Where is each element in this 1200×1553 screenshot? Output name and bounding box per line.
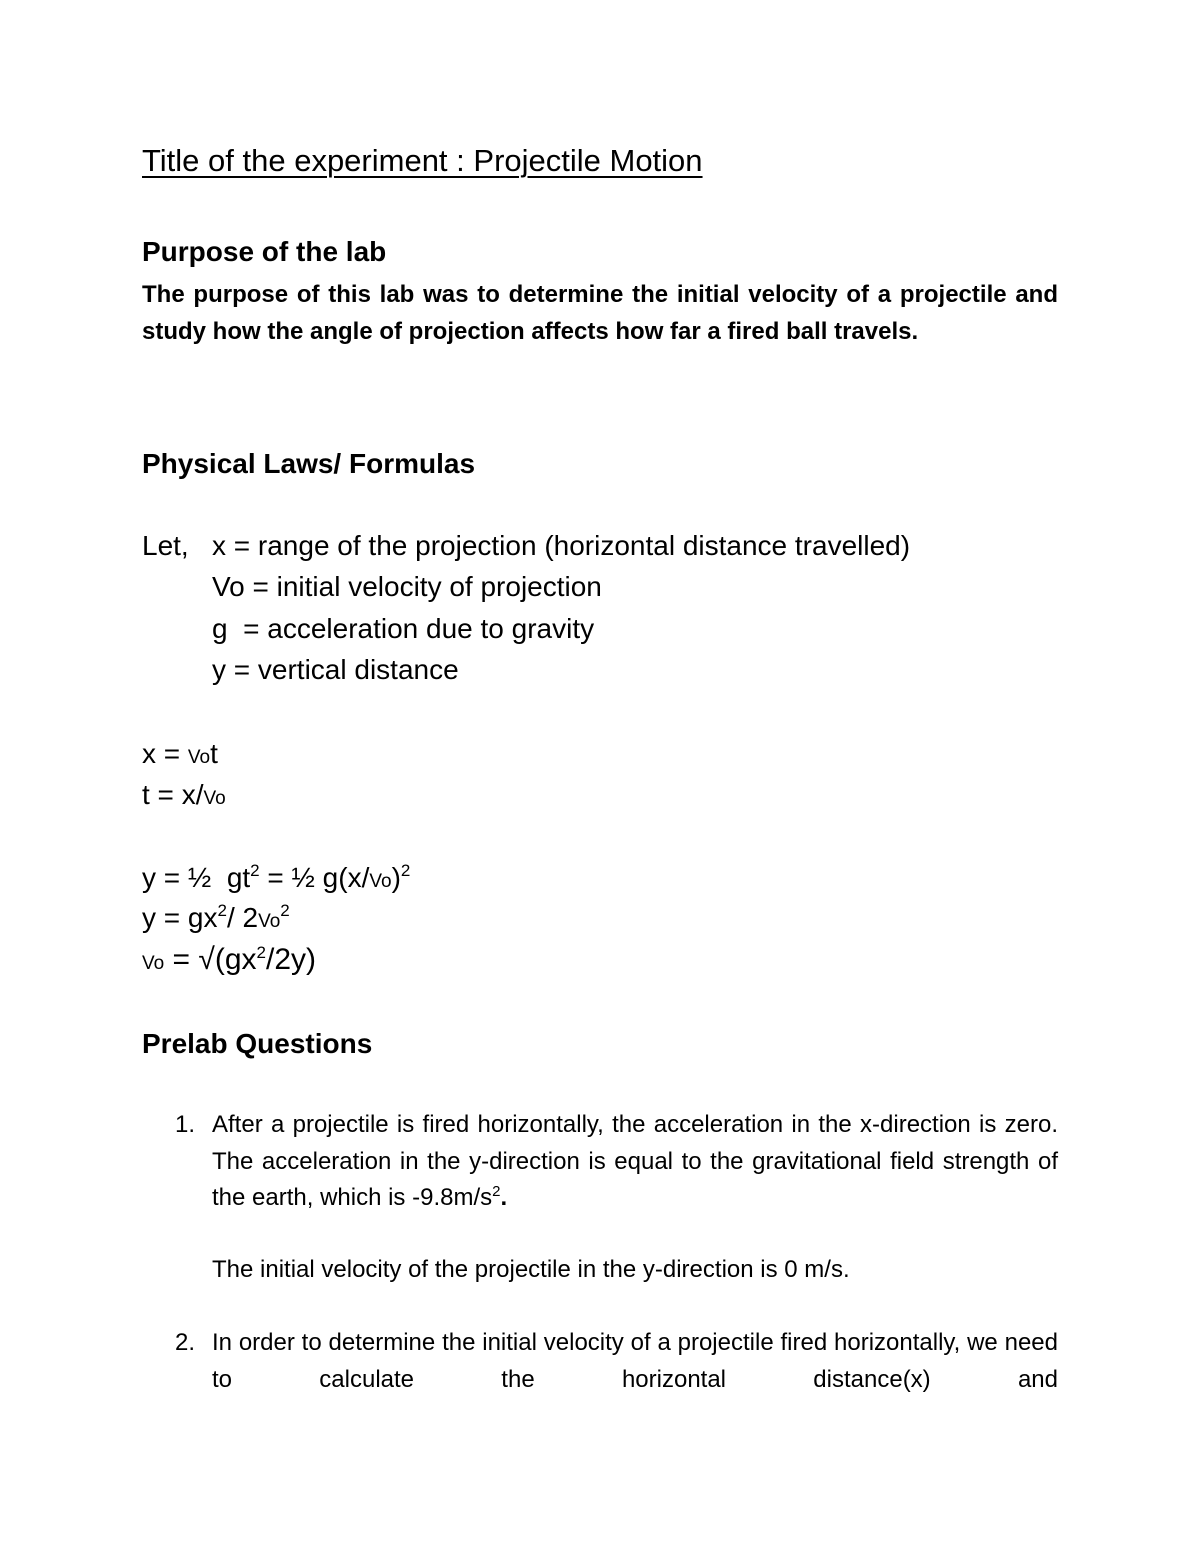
formula-x-equals-vot: x = Vot	[142, 738, 218, 769]
question-2-answer: In order to determine the initial velocity of a projectile fired horizontally, we need to calculate the horizontal distance(x) and	[212, 1329, 1058, 1393]
question-2-number: 2.	[175, 1329, 196, 1356]
page-title: Title of the experiment : Projectile Motion	[142, 143, 703, 178]
formula-y-gx2: $y = gx^2/$ 2Vo$^2$	[142, 901, 290, 933]
definition-x: x = range of the projection (horizontal distance travelled)	[212, 530, 911, 561]
laws-heading: Physical Laws/ Formulas	[142, 448, 476, 479]
question-1-part-b: The acceleration in the y-direction is equal to the gravitational field strength of the earth, which is -9.8m/s	[212, 1147, 1058, 1211]
let-label: Let,	[142, 530, 189, 561]
definition-g: g = acceleration due to gravity	[212, 613, 595, 644]
definition-y: y = vertical distance	[212, 654, 459, 685]
formula-y-half-gt2: y = ½ $gt^2$ = ½ $g(x/Vo)^2$	[142, 861, 411, 893]
purpose-heading: Purpose of the lab	[142, 236, 387, 267]
question-1-number: 1.	[175, 1111, 196, 1138]
definition-vo: Vo = initial velocity of projection	[212, 571, 602, 602]
formula-vo-sqrt: $Vo = √(gx^2/2y)$	[142, 943, 317, 976]
question-1-answer: After a projectile is fired horizontally, the acceleration in the x-direction is zero. The acceleration in the y-direction is equal to the gravitational field strength of the earth, which is $-9.8m/s^2$.	[212, 1111, 1058, 1211]
prelab-heading: Prelab Questions	[142, 1028, 373, 1059]
question-1-followup: The initial velocity of the projectile in the y-direction is 0 m/s.	[212, 1256, 850, 1283]
purpose-text: The purpose of this lab was to determine the initial velocity of a projectile and study how the angle of projection affects how far a fired ball travels.	[142, 281, 1058, 345]
formula-t-equals: t = x/Vo	[142, 779, 226, 810]
question-1-part-a: After a projectile is fired horizontally, the acceleration in the x-direction is zero.	[212, 1111, 1058, 1138]
